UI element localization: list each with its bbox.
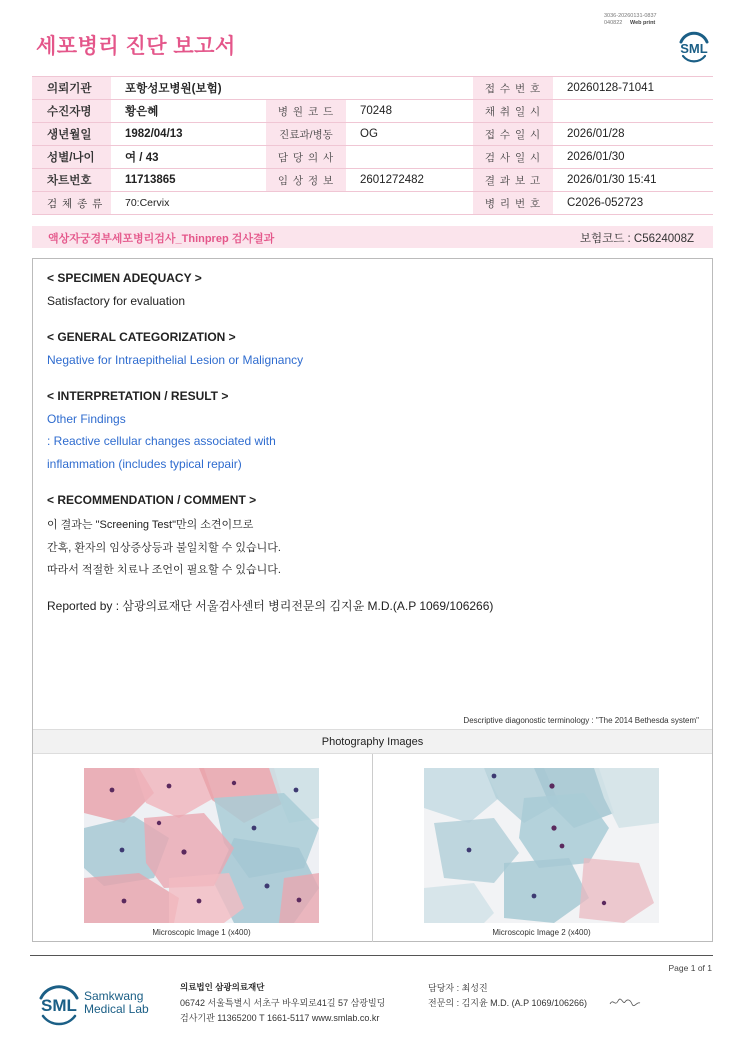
- organization-name: 의료법인 삼광의료재단: [180, 982, 265, 992]
- general-categorization-heading: < GENERAL CATEGORIZATION >: [47, 330, 236, 344]
- label-pathology-number: 병 리 번 호: [473, 192, 553, 215]
- interpretation-line: inflammation (includes typical repair): [47, 457, 242, 471]
- web-print-label: Web print: [630, 19, 656, 26]
- value-department: OG: [346, 123, 473, 146]
- cell-image-2: [424, 768, 659, 923]
- interpretation-line: : Reactive cellular changes associated with: [47, 434, 276, 448]
- general-categorization-text: Negative for Intraepithelial Lesion or Malignancy: [47, 353, 304, 367]
- test-name: 액상자궁경부세포병리검사_Thinprep 검사결과: [48, 233, 275, 245]
- patient-info-table: [32, 76, 713, 215]
- manager-info: 담당자 : 최성진: [428, 983, 488, 993]
- label-specimen-type: 검 체 종 류: [32, 192, 111, 215]
- info-row: [32, 169, 713, 192]
- microscopic-image-1: [84, 768, 319, 923]
- label-doctor: 담 당 의 사: [266, 146, 346, 169]
- reported-by: Reported by : 삼광의료재단 서울검사센터 병리전문의 김지윤 M.D.(A.P 1069/106266): [47, 599, 494, 613]
- label-result-report: 결 과 보 고: [473, 169, 553, 192]
- insurance-code: 보험코드 : C5624008Z: [579, 233, 694, 245]
- result-box: [32, 258, 713, 942]
- footer-divider: [30, 955, 713, 956]
- info-row: [32, 100, 713, 123]
- image-caption-1: Microscopic Image 1 (x400): [152, 928, 251, 937]
- page-number: Page 1 of 1: [668, 963, 712, 973]
- label-requesting-institution: 의뢰기관: [32, 77, 111, 100]
- value-birth-date: 1982/04/13: [111, 123, 266, 146]
- info-row: [32, 146, 713, 169]
- brand-line2: Medical Lab: [84, 1002, 149, 1016]
- value-patient-name: 황은혜: [111, 100, 266, 123]
- label-department: 진료과/병동: [266, 123, 346, 146]
- label-sex-age: 성별/나이: [32, 146, 111, 169]
- organization-address: 06742 서울특별시 서초구 바우뫼로41길 57 삼광빌딩: [180, 998, 386, 1008]
- value-hospital-code: 70248: [346, 100, 473, 123]
- label-test-date: 검 사 일 시: [473, 146, 553, 169]
- value-specimen-type: 70:Cervix: [111, 192, 473, 215]
- value-receipt-date: 2026/01/28: [553, 123, 713, 146]
- label-clinical-info: 임 상 정 보: [266, 169, 346, 192]
- interpretation-line: Other Findings: [47, 412, 126, 426]
- label-patient-name: 수진자명: [32, 100, 111, 123]
- brand-line1: Samkwang: [84, 989, 144, 1003]
- sml-logo-text: SML: [680, 41, 708, 56]
- cell-image-1: [84, 768, 319, 923]
- signature: [608, 996, 642, 1008]
- microscopic-image-2: [424, 768, 659, 923]
- value-receipt-number: 20260128-71041: [553, 77, 713, 100]
- sml-footer-logo-text: SML: [41, 996, 77, 1015]
- print-code-line1: 3036-20260131-0837: [604, 13, 657, 19]
- photography-images-header: Photography Images: [33, 729, 712, 754]
- info-row: [32, 192, 713, 215]
- value-sex-age: 여 / 43: [111, 146, 266, 169]
- image-caption-2: Microscopic Image 2 (x400): [492, 928, 591, 937]
- specialist-info: 전문의 : 김지윤 M.D. (A.P 1069/106266): [428, 998, 588, 1008]
- sml-logo: [675, 27, 713, 63]
- value-clinical-info: 2601272482: [346, 169, 473, 192]
- print-code-line2: 040822 Web print: [604, 19, 656, 26]
- label-chart-number: 차트번호: [32, 169, 111, 192]
- info-row: [32, 123, 713, 146]
- terminology-note: Descriptive diagonostic terminology : "The 2014 Bethesda system": [463, 716, 699, 725]
- samkwang-brand: [84, 990, 149, 1016]
- label-birth-date: 생년월일: [32, 123, 111, 146]
- print-code: [604, 13, 657, 26]
- recommendation-line: 따라서 적절한 치료나 조언이 필요할 수 있습니다.: [47, 564, 281, 576]
- value-collection-date: [553, 100, 713, 123]
- label-collection-date: 채 취 일 시: [473, 100, 553, 123]
- recommendation-line: 이 결과는 "Screening Test"만의 소견이므로: [47, 519, 254, 531]
- value-result-report: 2026/01/30 15:41: [553, 169, 713, 192]
- value-test-date: 2026/01/30: [553, 146, 713, 169]
- value-chart-number: 11713865: [111, 169, 266, 192]
- recommendation-line: 간혹, 환자의 임상증상등과 불일치할 수 있습니다.: [47, 542, 281, 554]
- info-row: [32, 77, 713, 100]
- label-receipt-number: 접 수 번 호: [473, 77, 553, 100]
- specimen-adequacy-text: Satisfactory for evaluation: [47, 294, 186, 308]
- value-requesting-institution: 포항성모병원(보험): [111, 77, 473, 100]
- report-title: 세포병리 진단 보고서: [36, 35, 236, 58]
- label-receipt-date: 접 수 일 시: [473, 123, 553, 146]
- test-title-bar: [32, 226, 713, 248]
- value-pathology-number: C2026-052723: [553, 192, 713, 215]
- label-hospital-code: 병 원 코 드: [266, 100, 346, 123]
- recommendation-heading: < RECOMMENDATION / COMMENT >: [47, 493, 257, 507]
- specimen-adequacy-heading: < SPECIMEN ADEQUACY >: [47, 271, 202, 285]
- photo-divider: [372, 754, 373, 942]
- organization-contact: 검사기관 11365200 T 1661-5117 www.smlab.co.kr: [180, 1013, 380, 1023]
- interpretation-heading: < INTERPRETATION / RESULT >: [47, 389, 229, 403]
- value-doctor: [346, 146, 473, 169]
